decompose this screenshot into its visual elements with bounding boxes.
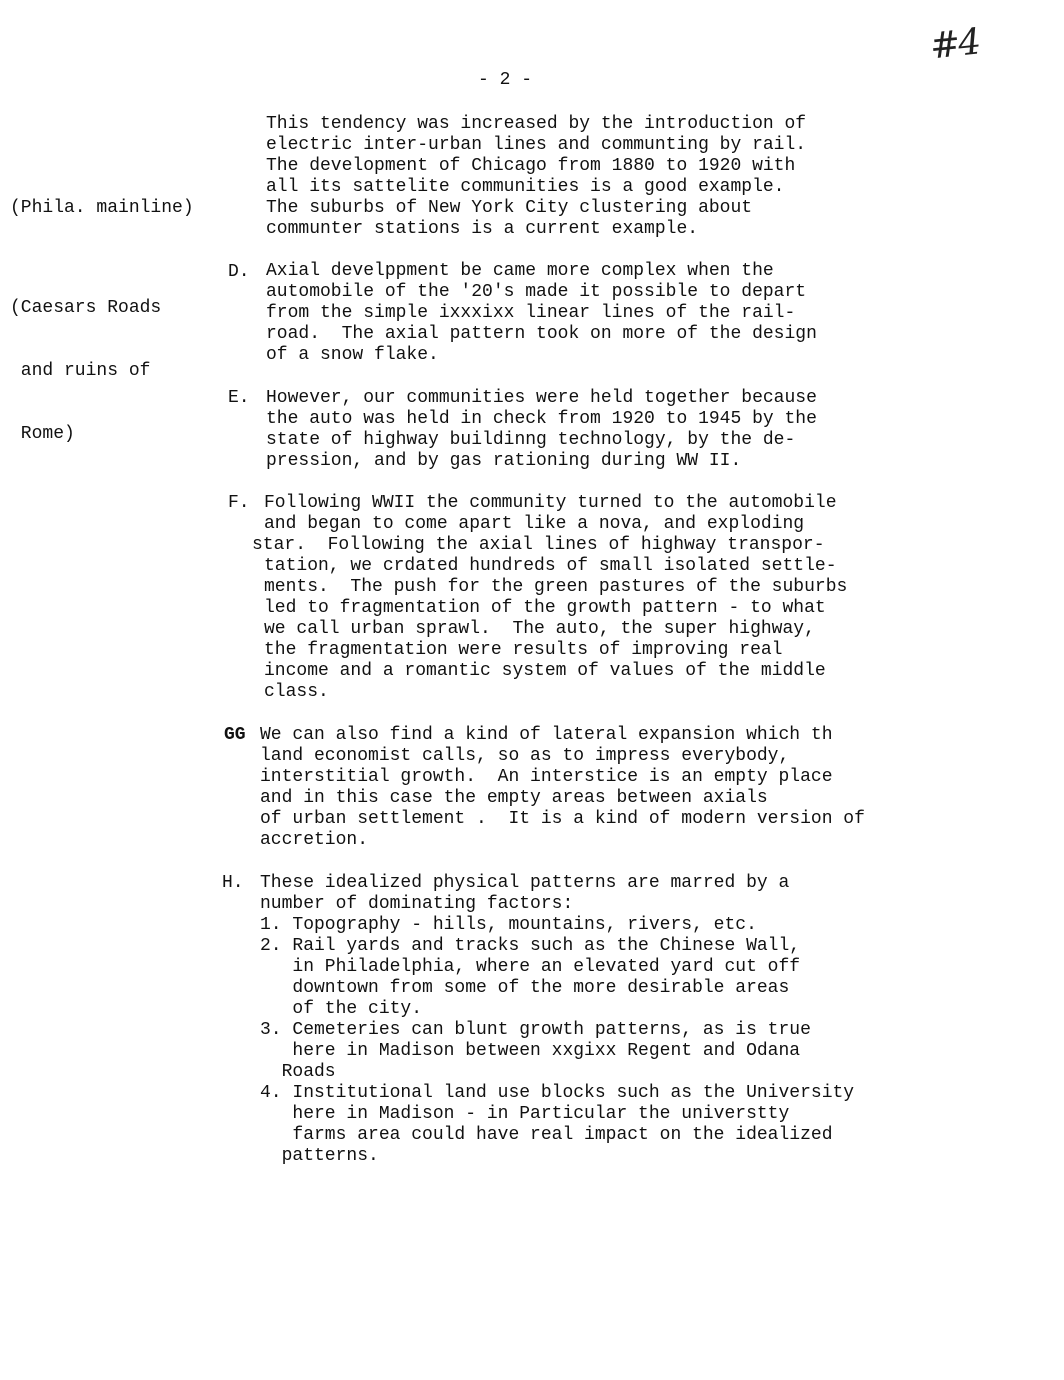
list-item: downtown from some of the more desirable areas xyxy=(260,978,790,998)
paragraph-label-e: E. xyxy=(228,388,250,408)
paragraph-label-g: GG xyxy=(224,725,246,745)
text-line: pression, and by gas rationing during WW II. xyxy=(266,451,742,471)
text-line: from the simple ixxxixx linear lines of the rail- xyxy=(266,303,796,323)
list-item: farms area could have real impact on the idealized xyxy=(260,1125,833,1145)
text-line: and began to come apart like a nova, and exploding xyxy=(264,514,805,534)
text-line: we call urban sprawl. The auto, the super highway, xyxy=(264,619,815,639)
margin-note-phila xyxy=(10,156,194,261)
text-line: communter stations is a current example. xyxy=(266,219,699,239)
text-line: Axial develppment be came more complex when the xyxy=(266,261,774,281)
text-line: The development of Chicago from 1880 to 1920 with xyxy=(266,156,796,176)
text-line: We can also find a kind of lateral expansion which th xyxy=(260,725,833,745)
text-line: and in this case the empty areas between axials xyxy=(260,788,768,808)
paragraph-e xyxy=(266,388,817,472)
list-item: 3. Cemeteries can blunt growth patterns, as is true xyxy=(260,1020,811,1040)
text-line: state of highway buildinng technology, by the de- xyxy=(266,430,796,450)
text-line: tation, we crdated hundreds of small isolated settle- xyxy=(264,556,837,576)
text-line: These idealized physical patterns are marred by a xyxy=(260,873,790,893)
text-line: number of dominating factors: xyxy=(260,894,574,914)
text-line: Following WWII the community turned to the automobile xyxy=(264,493,837,513)
text-line: the fragmentation were results of improving real xyxy=(264,640,783,660)
text-line: However, our communities were held together because xyxy=(266,388,817,408)
text-line: This tendency was increased by the introduction of xyxy=(266,114,807,134)
list-item: here in Madison between xxgixx Regent and Odana xyxy=(260,1041,801,1061)
text-line: income and a romantic system of values of the middle xyxy=(264,661,826,681)
text-line: of urban settlement . It is a kind of modern version of xyxy=(260,809,865,829)
handwritten-page-mark: #4 xyxy=(927,21,982,68)
margin-note-line: Rome) xyxy=(10,424,75,444)
margin-note-caesars xyxy=(10,256,161,487)
list-item: in Philadelphia, where an elevated yard cut off xyxy=(260,957,801,977)
paragraph-intro xyxy=(266,114,806,240)
text-line: road. The axial pattern took on more of the design xyxy=(266,324,817,344)
paragraph-label-d: D. xyxy=(228,262,250,282)
text-line: all its sattelite communities is a good example. xyxy=(266,177,785,197)
text-line: class. xyxy=(264,682,329,702)
text-line: electric inter-urban lines and communting by rail. xyxy=(266,135,807,155)
list-item: patterns. xyxy=(260,1146,379,1166)
paragraph-g xyxy=(260,725,865,851)
list-item: 4. Institutional land use blocks such as the University xyxy=(260,1083,855,1103)
text-line: land economist calls, so as to impress everybody, xyxy=(260,746,790,766)
text-line: led to fragmentation of the growth pattern - to what xyxy=(264,598,826,618)
list-item: Roads xyxy=(260,1062,336,1082)
paragraph-label-h: H. xyxy=(222,873,244,893)
text-line: The suburbs of New York City clustering about xyxy=(266,198,753,218)
paragraph-d xyxy=(266,261,817,366)
list-item: here in Madison - in Particular the universtty xyxy=(260,1104,790,1124)
text-line: of a snow flake. xyxy=(266,345,439,365)
list-item: 1. Topography - hills, mountains, rivers, etc. xyxy=(260,915,757,935)
margin-note-line: and ruins of xyxy=(10,361,151,381)
margin-note-line: (Phila. mainline) xyxy=(10,198,194,218)
text-line: accretion. xyxy=(260,830,369,850)
text-line: ments. The push for the green pastures of the suburbs xyxy=(264,577,848,597)
list-item: 2. Rail yards and tracks such as the Chinese Wall, xyxy=(260,936,801,956)
margin-note-line: (Caesars Roads xyxy=(10,298,162,318)
paragraph-label-f: F. xyxy=(228,493,250,513)
text-line: the auto was held in check from 1920 to 1945 by the xyxy=(266,409,817,429)
paragraph-f xyxy=(252,493,848,703)
paragraph-h xyxy=(260,873,854,1167)
text-line: interstitial growth. An interstice is an empty place xyxy=(260,767,833,787)
page-number: - 2 - xyxy=(478,70,533,90)
text-line: automobile of the '20's made it possible to depart xyxy=(266,282,807,302)
text-line: star. Following the axial lines of highway transpor- xyxy=(252,535,825,555)
list-item: of the city. xyxy=(260,999,423,1019)
